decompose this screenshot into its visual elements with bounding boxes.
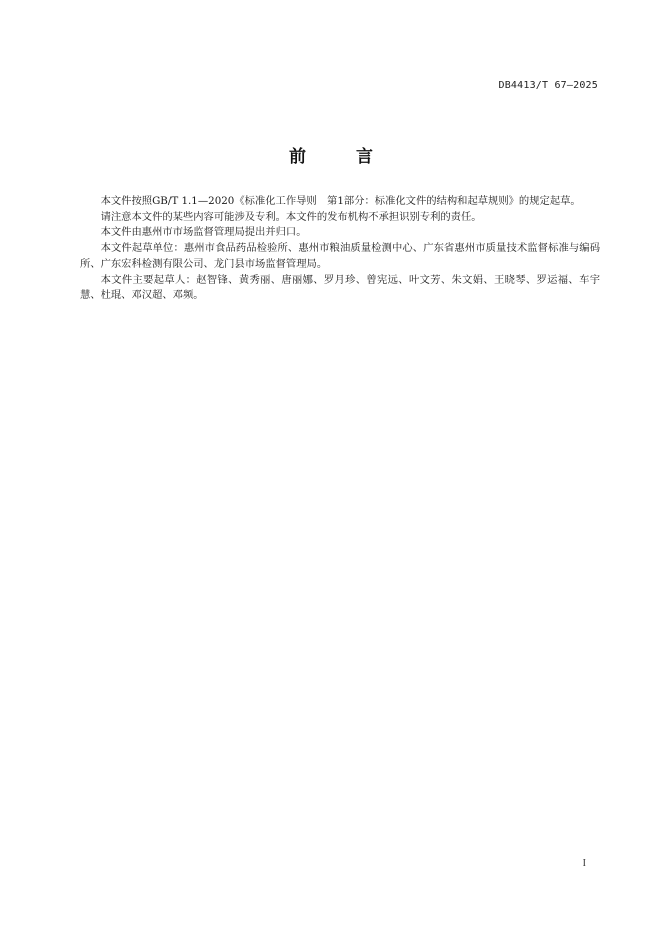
document-code: DB4413/T 67—2025 xyxy=(498,80,598,91)
page-title: 前 言 xyxy=(289,147,395,167)
paragraph-proposer: 本文件由惠州市市场监督管理局提出并归口。 xyxy=(100,226,307,239)
foreword-body xyxy=(80,194,600,304)
page-number: I xyxy=(582,858,586,869)
paragraph-drafters: 本文件主要起草人：赵智锋、黄秀丽、唐丽娜、罗月珍、曾宪远、叶文芳、朱文娟、王晓琴、罗运福、车宇慧、杜琨、邓汉超、邓频。 xyxy=(80,273,600,302)
paragraph-patent-notice: 请注意本文件的某些内容可能涉及专利。本文件的发布机构不承担识别专利的责任。 xyxy=(100,210,482,223)
paragraph-drafting-rules: 本文件按照GB/T 1.1—2020《标准化工作导则 第1部分：标准化文件的结构和起草规则》的规定起草。 xyxy=(100,195,581,207)
paragraph-drafting-units: 本文件起草单位：惠州市食品药品检验所、惠州市粮油质量检测中心、广东省惠州市质量技术监督标准与编码所、广东宏科检测有限公司、龙门县市场监督管理局。 xyxy=(80,242,600,270)
